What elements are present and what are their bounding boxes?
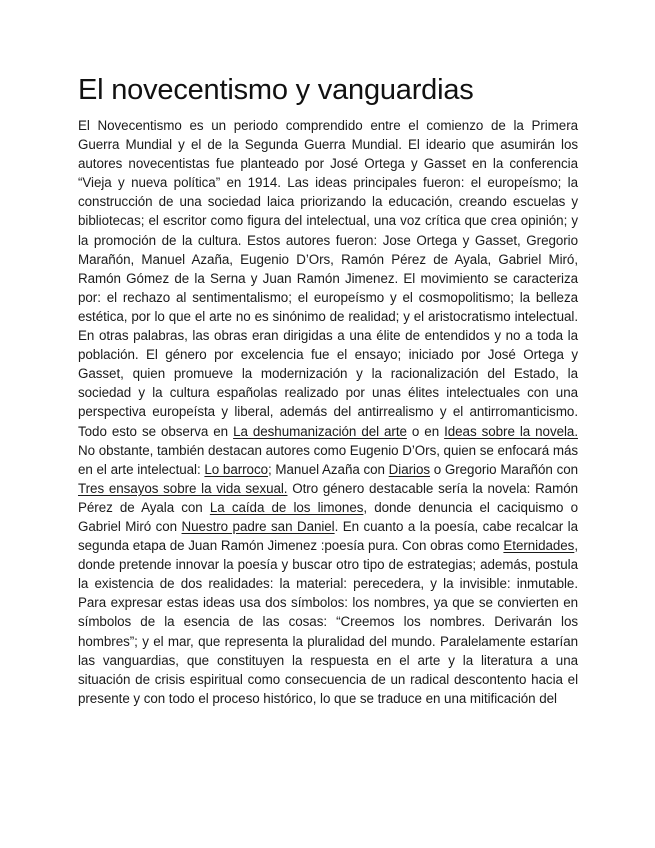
work-title-diarios: Diarios: [388, 461, 430, 477]
text-segment: o Gregorio Marañón con: [430, 461, 579, 477]
text-segment: o en: [406, 423, 445, 439]
text-segment: ; Manuel Azaña con: [267, 461, 389, 477]
work-title-ideas-sobre-la-novela: Ideas sobre la novela.: [444, 423, 578, 439]
text-segment: , donde pretende innovar la poesía y buscar otro tipo de estrategias; además, postula la existencia de dos realidades: la material: perecedera, y la invisible: inmutable. Para expresar estas ideas usa dos símbolos: los nombres, ya que se convierten en símbolos de la esencia de las cosas: “Creemos los nombres. Derivarán los hombres”; y el mar, que representa la pluralidad del mundo. Paralelamente estarían las vanguardias, que constituyen la respuesta en el arte y la literatura a una situación de crisis espiritual como consecuencia de un radical descontento hacia el presente y con todo el proceso histórico, lo que se traduce en una mitificación del: [78, 538, 578, 706]
work-title-eternidades: Eternidades: [503, 538, 575, 554]
text-segment: No obstante, también destacan autores como Eugenio D’Ors, quien se enfocará más en el arte intelectual:: [78, 442, 578, 477]
text-segment: El Novecentismo es un periodo comprendido entre el comienzo de la Primera Guerra Mundial y el de la Segunda Guerra Mundial. El ideario que asumirán los autores novecentistas fue planteado por José Ortega y Gasset en la conferencia “Vieja y nueva política” en 1914. Las ideas principales fueron: el europeísmo; la construcción de una sociedad laica priorizando la educación, creando escuelas y bibliotecas; el escritor como figura del intelectual, una voz crítica que crea opinión; y la promoción de la cultura. Estos autores fueron: Jose Ortega y Gasset, Gregorio Marañón, Manuel Azaña, Eugenio D’Ors, Ramón Pérez de Ayala, Gabriel Miró, Ramón Gómez de la Serna y Juan Ramón Jimenez. El movimiento se caracteriza por: el rechazo al sentimentalismo; el europeísmo y el cosmopolitismo; la belleza estética, por lo que el arte no es sinónimo de realidad; y el aristocratismo intelectual. En otras palabras, las obras eran dirigidas a una élite de entendidos y no a toda la población. El género por excelencia fue el ensayo; iniciado por José Ortega y Gasset, quien promueve la modernización y la racionalización del Estado, la sociedad y la cultura españolas realizado por unas élites intelectuales con una perspectiva europeísta y liberal, además del antirrealismo y el antirromanticismo. Todo esto se observa en: [78, 118, 578, 439]
text-segment: Otro género destacable sería la novela: Ramón Pérez de Ayala con: [78, 480, 578, 515]
work-title-lo-barroco: Lo barroco: [204, 461, 268, 477]
work-title-tres-ensayos: Tres ensayos sobre la vida sexual.: [78, 480, 288, 496]
work-title-nuestro-padre-san-daniel: Nuestro padre san Daniel: [181, 518, 335, 534]
work-title-la-deshumanizacion-del-arte: La deshumanización del arte: [233, 423, 407, 439]
work-title-la-caida-de-los-limones: La caída de los limones: [209, 499, 364, 515]
body-paragraph: [78, 116, 578, 708]
text-segment: . En cuanto a la poesía, cabe recalcar la segunda etapa de Juan Ramón Jimenez :poesía pura. Con obras como: [78, 518, 578, 554]
page-title: El novecentismo y vanguardias: [78, 74, 474, 106]
text-segment: , donde denuncia el caciquismo o Gabriel Miró con: [78, 499, 578, 534]
